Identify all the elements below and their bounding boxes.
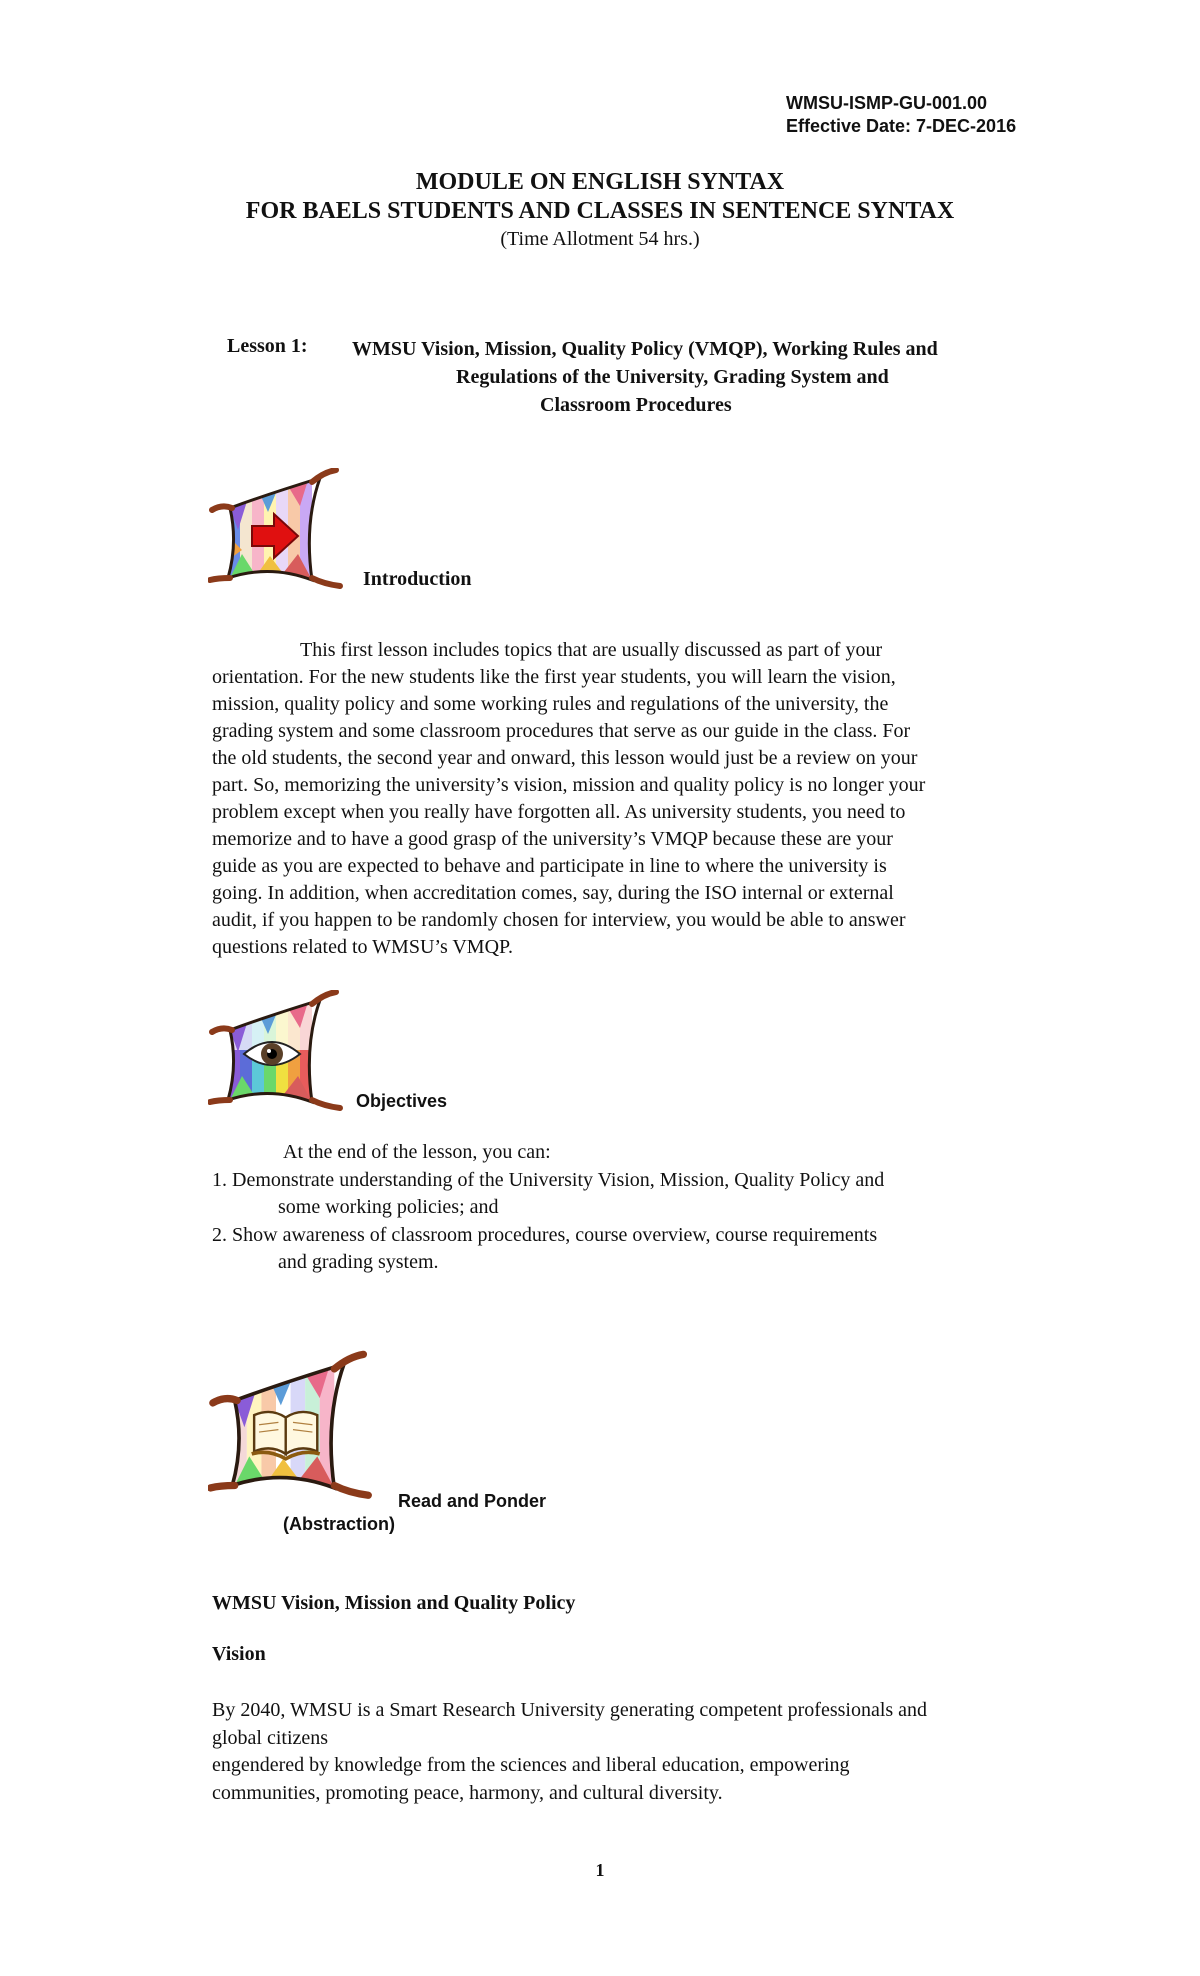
title-line-1: MODULE ON ENGLISH SYNTAX: [415, 169, 785, 195]
lesson-label: Lesson 1:: [227, 335, 308, 357]
intro-line: mission, quality policy and some working rules and regulations of the university, the: [212, 693, 889, 715]
objectives-label: Objectives: [356, 1091, 448, 1111]
intro-line: part. So, memorizing the university’s vision, mission and quality policy is no longer your: [212, 774, 926, 796]
objective-item-2: 2. Show awareness of classroom procedures, course overview, course requirements: [212, 1223, 878, 1246]
introduction-label: Introduction: [363, 568, 472, 590]
vision-line: engendered by knowledge from the sciences and liberal education, empowering: [212, 1754, 850, 1776]
vision-line: global citizens: [212, 1726, 329, 1749]
module-title: [0, 168, 1200, 253]
objective-item-1-cont: some working policies; and: [278, 1196, 499, 1218]
intro-line: grading system and some classroom procedures that serve as our guide in the class. For: [212, 720, 911, 742]
vision-heading: Vision: [212, 1643, 266, 1665]
objectives-intro: At the end of the lesson, you can:: [283, 1141, 551, 1163]
intro-line: audit, if you happen to be randomly chosen for interview, you would be able to answer: [212, 909, 906, 931]
lesson-title-line-2: Regulations of the University, Grading System and: [456, 366, 889, 388]
time-allotment: (Time Allotment 54 hrs.): [500, 228, 700, 250]
arrow-banner-icon: [208, 468, 348, 590]
lesson-title-line-1: WMSU Vision, Mission, Quality Policy (VMQP), Working Rules and: [352, 338, 938, 360]
vmqp-heading: WMSU Vision, Mission and Quality Policy: [212, 1592, 576, 1614]
intro-line: guide as you are expected to behave and participate in line to where the university is: [212, 855, 887, 877]
objectives-list: [212, 1139, 1072, 1277]
vision-line: By 2040, WMSU is a Smart Research University generating competent professionals and: [212, 1699, 928, 1721]
read-and-ponder-label: Read and Ponder: [398, 1491, 547, 1511]
intro-line: This first lesson includes topics that are usually discussed as part of your: [300, 639, 883, 661]
intro-line: questions related to WMSU’s VMQP.: [212, 936, 513, 958]
intro-line: memorize and to have a good grasp of the university’s VMQP because these are your: [212, 828, 893, 850]
document-code: WMSU-ISMP-GU-001.00: [786, 93, 988, 113]
vision-line: communities, promoting peace, harmony, and cultural diversity.: [212, 1781, 723, 1804]
abstraction-label: (Abstraction): [283, 1514, 395, 1534]
lesson-title: [0, 335, 1200, 419]
intro-line: problem except when you really have forgotten all. As university students, you need to: [212, 801, 906, 823]
introduction-paragraph: [212, 637, 1060, 961]
lesson-title-line-3: Classroom Procedures: [540, 394, 732, 416]
intro-line: orientation. For the new students like the first year students, you will learn the vision,: [212, 666, 896, 688]
eye-banner-icon: [208, 990, 348, 1112]
intro-line: the old students, the second year and onward, this lesson would just be a review on your: [212, 747, 918, 769]
objective-item-2-cont: and grading system.: [278, 1251, 439, 1273]
book-banner-icon: [208, 1350, 378, 1502]
document-header: [786, 92, 1016, 138]
effective-date: Effective Date: 7-DEC-2016: [786, 116, 1017, 136]
page-number: 1: [595, 1860, 605, 1880]
vision-text: [212, 1697, 1092, 1807]
intro-line: going. In addition, when accreditation comes, say, during the ISO internal or external: [212, 882, 894, 904]
objective-item-1: 1. Demonstrate understanding of the University Vision, Mission, Quality Policy and: [212, 1168, 885, 1191]
title-line-2: FOR BAELS STUDENTS AND CLASSES IN SENTENCE SYNTAX: [245, 198, 955, 224]
